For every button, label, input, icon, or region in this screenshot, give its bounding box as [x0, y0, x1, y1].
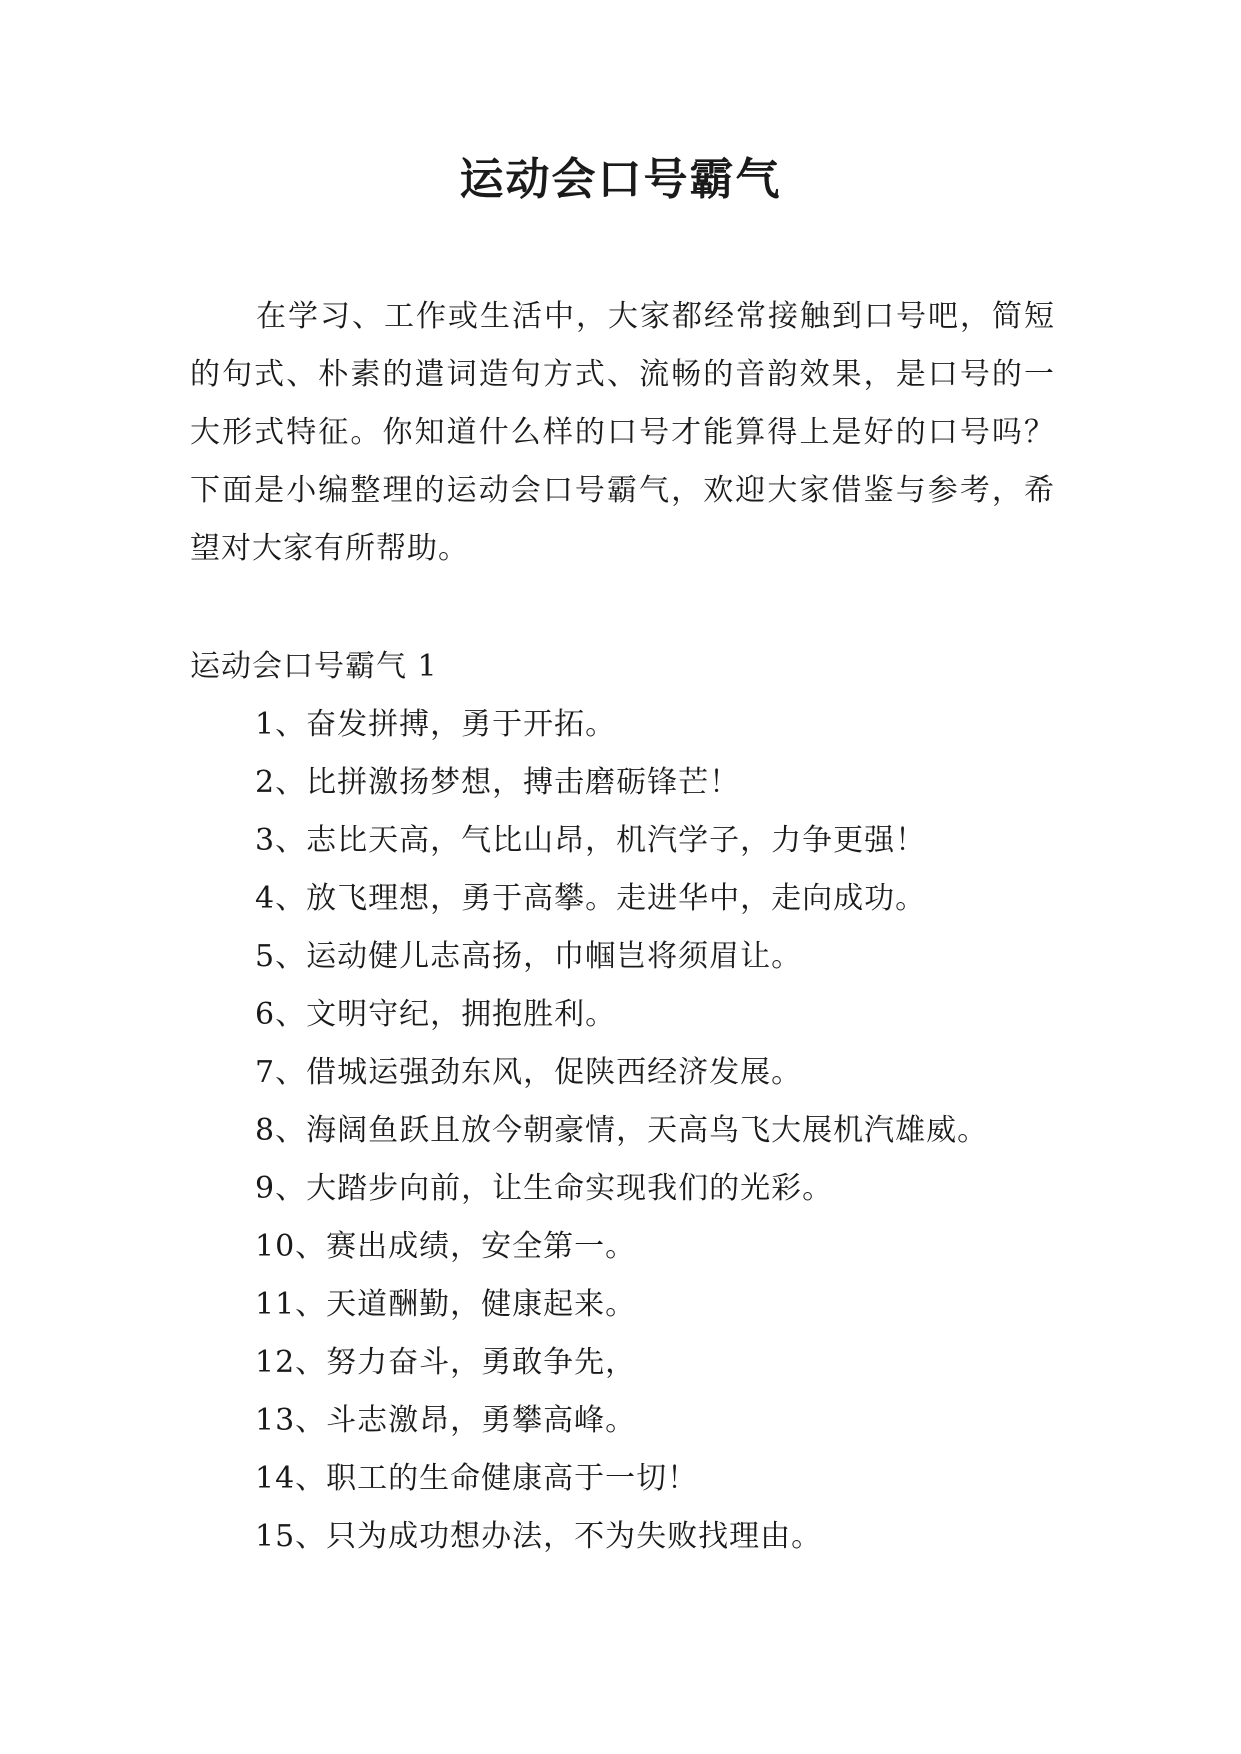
slogan-item: 8、海阔鱼跃且放今朝豪情，天高鸟飞大展机汽雄威。 [255, 1113, 989, 1148]
slogan-item: 1、奋发拼搏，勇于开拓。 [255, 707, 617, 742]
slogan-item: 15、只为成功想办法，不为失败找理由。 [255, 1519, 823, 1554]
slogan-item: 3、志比天高，气比山昂，机汽学子，力争更强！ [255, 823, 927, 858]
slogan-list [255, 696, 1075, 1566]
slogan-item: 9、大踏步向前，让生命实现我们的光彩。 [255, 1171, 834, 1206]
intro-paragraph: 在学习、工作或生活中，大家都经常接触到口号吧，简短的句式、朴素的遣词造句方式、流畅的音韵效果，是口号的一大形式特征。你知道什么样的口号才能算得上是好的口号吗？下面是小编整理的运动会口号霸气，欢迎大家借鉴与参考，希望对大家有所帮助。 [190, 299, 1055, 566]
slogan-item: 4、放飞理想，勇于高攀。走进华中，走向成功。 [255, 881, 927, 916]
slogan-item: 12、努力奋斗，勇敢争先， [255, 1345, 637, 1380]
slogan-item: 10、赛出成绩，安全第一。 [255, 1229, 637, 1264]
slogan-item: 13、斗志激昂，勇攀高峰。 [255, 1403, 637, 1438]
slogan-item: 5、运动健儿志高扬，巾帼岂将须眉让。 [255, 939, 803, 974]
slogan-item: 11、天道酬勤，健康起来。 [255, 1287, 637, 1322]
document-title: 运动会口号霸气 [459, 154, 782, 205]
slogan-item: 7、借城运强劲东风，促陕西经济发展。 [255, 1055, 803, 1090]
slogan-item: 14、职工的生命健康高于一切！ [255, 1461, 699, 1496]
slogan-item: 2、比拼激扬梦想，搏击磨砺锋芒！ [255, 765, 741, 800]
section-heading: 运动会口号霸气 1 [190, 649, 438, 684]
slogan-item: 6、文明守纪，拥抱胜利。 [255, 997, 617, 1032]
